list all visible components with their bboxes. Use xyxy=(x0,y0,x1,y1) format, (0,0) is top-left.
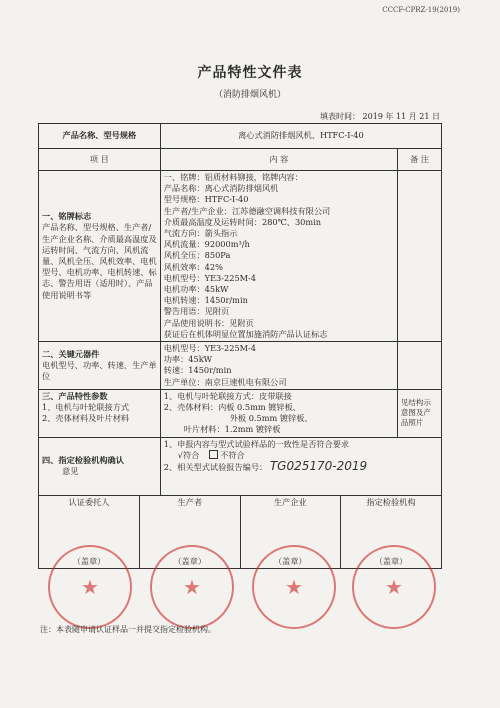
header-row xyxy=(39,149,442,171)
characteristics-label: 三、产品特性参数 xyxy=(42,390,108,401)
nameplate-line: 电机型号：YE3-225M-4 xyxy=(163,272,257,283)
page-title: 产品特性文件表 xyxy=(197,65,303,81)
footnote: 注：本表随申请认证样品一并提交指定检验机构。 xyxy=(40,625,216,634)
sig-producer-seal: （盖章） xyxy=(173,555,207,566)
nameplate-line: 气流方向：箭头指示 xyxy=(163,228,238,239)
nameplate-line: 型号规格：HTFC-Ⅰ-40 xyxy=(163,194,249,205)
page-subtitle: （消防排烟风机） xyxy=(213,90,286,100)
sig-client-label: 认证委托人 xyxy=(68,496,110,507)
components-line: 功率：45kW xyxy=(163,354,213,365)
fail-checkbox xyxy=(209,450,218,459)
nameplate-line: 电机功率：45kW xyxy=(163,284,229,295)
red-seal-stamp: ★ xyxy=(48,545,132,629)
nameplate-line: 警告用语：见附页 xyxy=(163,306,230,317)
nameplate-content xyxy=(160,171,397,342)
nameplate-line: 获证后在机体明显位置加施消防产品认证标志 xyxy=(163,328,328,339)
characteristics-row xyxy=(39,389,442,437)
model-row xyxy=(39,124,442,149)
header-remark: 备 注 xyxy=(397,149,441,171)
sig-client-seal: （盖章） xyxy=(72,555,106,566)
nameplate-line: 电机转速：1450r/min xyxy=(163,295,248,306)
nameplate-label: 一、铭牌标志 xyxy=(42,211,92,222)
report-number: TG025170-2019 xyxy=(269,459,368,474)
nameplate-line: 介质最高温度及运转时间：280℃、30min xyxy=(163,216,322,227)
inspection-label: 四、指定检验机构确认 xyxy=(42,454,124,465)
inspection-label-2: 意见 xyxy=(62,466,79,477)
nameplate-line: 产品名称：离心式消防排烟风机 xyxy=(163,183,279,194)
inspection-item xyxy=(39,437,161,495)
watermark xyxy=(0,0,20,708)
inspection-line-2 xyxy=(164,461,438,473)
nameplate-line: 一、铭牌：铝质材料铆接，铭牌内容： xyxy=(163,172,303,182)
spec-table xyxy=(38,123,442,569)
components-item xyxy=(39,342,161,390)
components-row xyxy=(39,342,442,390)
characteristics-remark: 见结构示意图及产品照片 xyxy=(397,389,441,437)
nameplate-line: 风机流量：92000m³/h xyxy=(163,239,250,250)
sig-lab-label: 指定检验机构 xyxy=(366,496,416,507)
sig-factory-label: 生产企业 xyxy=(273,496,307,507)
characteristics-content xyxy=(160,389,397,437)
sig-lab-seal: （盖章） xyxy=(374,555,408,566)
nameplate-remark xyxy=(397,171,441,342)
nameplate-desc: 产品名称、型号规格、生产者/生产企业名称、介质最高温度及运转时间、气流方向、风机流量、风机全压、风机效率、电机型号、电机功率、电机转速、标志、警告用语（适用时）、产品使用说明书等 xyxy=(42,222,157,300)
pass-option: √符合 xyxy=(177,449,200,460)
inspection-row xyxy=(39,437,442,495)
characteristics-line: 叶片材料：1.2mm 镀锌板 xyxy=(183,424,281,435)
components-label: 二、关键元器件 xyxy=(42,348,100,359)
model-value: 离心式消防排烟风机、HTFC-Ⅰ-40 xyxy=(160,124,441,149)
components-line: 转速：1450r/min xyxy=(163,365,232,376)
red-seal-stamp: ★ xyxy=(352,545,436,629)
characteristics-line: 1、电机与叶轮联接方式：皮带联接 xyxy=(163,390,292,401)
report-label: 2、相关型式试验报告编号： xyxy=(163,462,268,473)
fill-date: 填表时间： 2019 年 11 月 21 日 xyxy=(320,112,440,121)
sig-producer-label: 生产者 xyxy=(177,496,203,507)
characteristics-item xyxy=(39,389,161,437)
model-label: 产品名称、型号规格 xyxy=(39,124,161,149)
sig-factory-seal: （盖章） xyxy=(273,555,307,566)
nameplate-line: 风机全压：850Pa xyxy=(163,250,231,261)
document-code: CCCF-CPRZ-19(2019) xyxy=(382,6,460,14)
nameplate-line: 风机效率：42% xyxy=(163,261,223,272)
nameplate-item xyxy=(39,171,161,342)
components-line: 生产单位：南京巨速机电有限公司 xyxy=(163,376,287,387)
fail-option: 不符合 xyxy=(220,449,245,460)
characteristics-line: 2、壳体材料：内板 0.5mm 镀锌板、 xyxy=(163,402,301,413)
red-seal-stamp: ★ xyxy=(252,545,336,629)
nameplate-row xyxy=(39,171,442,342)
header-content: 内 容 xyxy=(160,149,397,171)
nameplate-line: 产品使用说明书：见附页 xyxy=(163,317,254,328)
components-line: 电机型号：YE3-225M-4 xyxy=(163,343,257,354)
red-seal-stamp: ★ xyxy=(150,545,234,629)
characteristics-line: 外板 0.5mm 镀锌板、 xyxy=(229,413,313,424)
inspection-content xyxy=(160,437,441,495)
nameplate-line: 生产者/生产企业：江苏德融空调科技有限公司 xyxy=(163,205,331,216)
inspection-line-1: 1、申报内容与型式试验样品的一致性是否符合要求 xyxy=(163,438,350,449)
header-item: 项 目 xyxy=(39,149,161,171)
characteristics-desc: 2、壳体材料及叶片材料 xyxy=(42,413,130,424)
components-desc: 电机型号、功率、转速、生产单位 xyxy=(42,359,157,382)
characteristics-desc: 1、电机与叶轮联接方式 xyxy=(42,402,130,413)
components-content xyxy=(160,342,397,390)
components-remark xyxy=(397,342,441,390)
